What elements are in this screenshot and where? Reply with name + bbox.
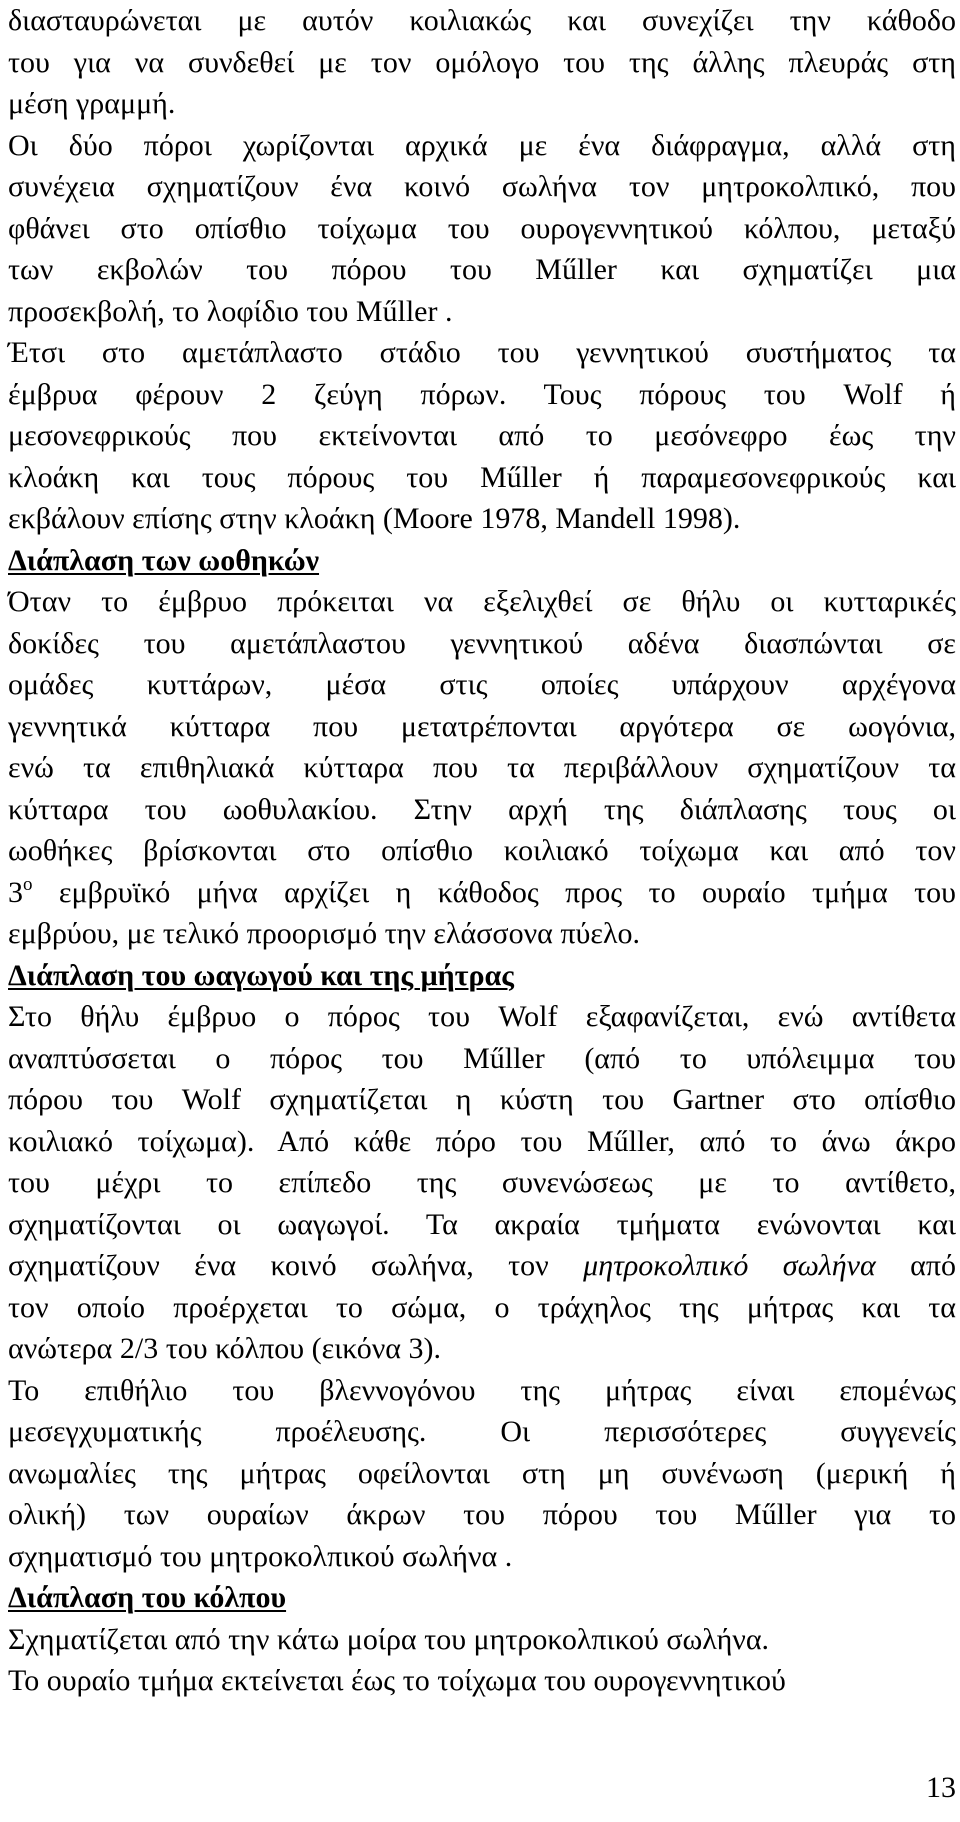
text-line: κλοάκη και τους πόρους του Műller ή παραμεσονεφρικούς και — [8, 460, 956, 494]
text-line: ωοθήκες βρίσκονται στο οπίσθιο κοιλιακό τοίχωμα και από τον — [8, 834, 956, 867]
month-rest: εμβρυϊκό μήνα αρχίζει η κάθοδος προς το ουραίο τμήμα του — [32, 875, 956, 909]
text-line: μεσονεφρικούς που εκτείνονται από το μεσόνεφρο έως την — [8, 419, 956, 452]
text-line: εμβρύου, με τελικό προορισμό την ελάσσονα πύελο. — [8, 917, 641, 950]
text-line: του μέχρι το επίπεδο της συνενώσεως με το αντίθετο, — [8, 1166, 956, 1199]
body-text — [8, 0, 956, 1702]
text-line: κοιλιακό τοίχωμα). Από κάθε πόρο του Műller, από το άνω άκρο — [8, 1124, 956, 1158]
text-line: προσεκβολή, το λοφίδιο του Műller . — [8, 294, 453, 328]
heading-text: Διάπλαση του ωαγωγού και της μήτρας — [8, 958, 514, 992]
heading-text: Διάπλαση των ωοθηκών — [8, 543, 320, 577]
text-line: Το επιθήλιο του βλεννογόνου της μήτρας είναι επομένως — [8, 1373, 956, 1407]
text-line: των εκβολών του πόρου του Műller και σχηματίζει μια — [8, 253, 956, 286]
text-line: συνέχεια σχηματίζουν ένα κοινό σωλήνα τον μητροκολπικό, που — [8, 170, 956, 203]
text-line: κύτταρα του ωοθυλακίου. Στην αρχή της διάπλασης τους οι — [8, 792, 956, 826]
text-line: ενώ τα επιθηλιακά κύτταρα που τα περιβάλλουν σχηματίζουν τα — [8, 751, 956, 784]
text-line: ομάδες κυττάρων, μέσα στις οποίες υπάρχουν αρχέγονα — [8, 668, 956, 701]
italic-pre: σχηματίζουν ένα κοινό σωλήνα, τον — [8, 1249, 584, 1282]
text-line: αναπτύσσεται ο πόρος του Műller (από το υπόλειμμα του — [8, 1041, 956, 1075]
text-line: Στο θήλυ έμβρυο ο πόρος του Wolf εξαφανίζεται, ενώ αντίθετα — [8, 1000, 956, 1033]
document-page — [8, 0, 956, 1822]
text-line: σχηματισμό του μητροκολπικού σωλήνα . — [8, 1539, 513, 1573]
month-superscript: ο — [23, 873, 33, 895]
section-heading-ovaries — [8, 540, 956, 582]
text-line: του για να συνδεθεί με τον ομόλογο του της άλλης πλευράς στη — [8, 45, 956, 79]
month-number: 3 — [8, 875, 23, 909]
text-line: Όταν το έμβρυο πρόκειται να εξελιχθεί σε θήλυ οι κυτταρικές — [8, 585, 956, 618]
text-line: διασταυρώνεται με αυτόν κοιλιακώς και συνεχίζει την κάθοδο — [8, 4, 956, 37]
text-line: σχηματίζονται οι ωαγωγοί. Τα ακραία τμήματα ενώνονται και — [8, 1207, 956, 1241]
text-line-italic — [8, 1245, 956, 1287]
text-line: μέση γραμμή. — [8, 87, 176, 120]
text-line: πόρου του Wolf σχηματίζεται η κύστη του Gartner στο οπίσθιο — [8, 1083, 956, 1116]
text-line: Το ουραίο τμήμα εκτείνεται έως το τοίχωμα του ουρογεννητικού — [8, 1664, 786, 1697]
text-line: φθάνει στο οπίσθιο τοίχωμα του ουρογεννητικού κόλπου, μεταξύ — [8, 211, 956, 245]
text-line: Οι δύο πόροι χωρίζονται αρχικά με ένα διάφραγμα, αλλά στη — [8, 128, 956, 162]
text-line: Σχηματίζεται από την κάτω μοίρα του μητροκολπικού σωλήνα. — [8, 1622, 770, 1656]
text-line: εκβάλουν επίσης στην κλοάκη (Moore 1978, Mandell 1998). — [8, 502, 741, 535]
text-line: ανώτερα 2/3 του κόλπου (εικόνα 3). — [8, 1332, 442, 1365]
text-line: τον οποίο προέρχεται το σώμα, ο τράχηλος της μήτρας και τα — [8, 1290, 956, 1324]
italic-post: από — [875, 1249, 956, 1282]
page-number: 13 — [926, 1771, 956, 1804]
text-line-month — [8, 872, 956, 914]
text-line: μεσεγχυματικής προέλευσης. Οι περισσότερες συγγενείς — [8, 1415, 956, 1448]
text-line: δοκίδες του αμετάπλαστου γεννητικού αδένα διασπώνται σε — [8, 626, 956, 660]
text-line: έμβρυα φέρουν 2 ζεύγη πόρων. Τους πόρους του Wolf ή — [8, 377, 956, 411]
text-line: ολική) των ουραίων άκρων του πόρου του Műller για το — [8, 1498, 956, 1531]
section-heading-vagina — [8, 1577, 956, 1619]
text-line: Έτσι στο αμετάπλαστο στάδιο του γεννητικού συστήματος τα — [8, 336, 956, 369]
text-line: ανωμαλίες της μήτρας οφείλονται στη μη συνένωση (μερική ή — [8, 1456, 956, 1490]
text-line: γεννητικά κύτταρα που μετατρέπονται αργότερα σε ωογόνια, — [8, 709, 956, 743]
heading-text: Διάπλαση του κόλπου — [8, 1581, 287, 1614]
section-heading-uterus — [8, 955, 956, 997]
italic-term: μητροκολπικό σωλήνα — [583, 1249, 876, 1282]
